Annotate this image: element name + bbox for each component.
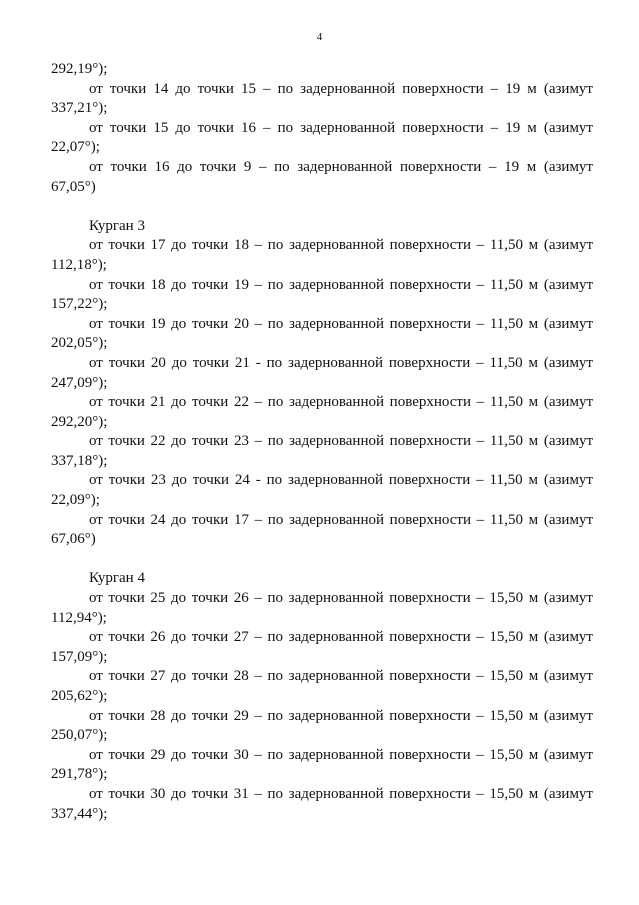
segment-azimuth: 205,62°);	[51, 688, 108, 704]
segment-continuation-line: 292,19°);	[51, 61, 108, 77]
segment-item	[51, 393, 593, 432]
page-number: 4	[316, 31, 323, 43]
segment-item	[51, 276, 593, 315]
segment-item	[51, 158, 593, 197]
segment-azimuth: 337,18°);	[51, 452, 108, 469]
segment-line: от точки 17 до точки 18 – по задернованной поверхности – 11,50 м (азимут	[89, 237, 593, 254]
segment-line: от точки 15 до точки 16 – по задернованной поверхности – 19 м (азимут	[89, 119, 593, 136]
document-body	[51, 60, 593, 824]
segment-item	[51, 432, 593, 471]
segment-block	[51, 60, 593, 197]
segment-line: от точки 23 до точки 24 - по задернованной поверхности – 11,50 м (азимут	[89, 472, 593, 489]
segment-azimuth: 292,20°);	[51, 413, 108, 430]
segment-line: от точки 16 до точки 9 – по задернованной поверхности – 19 м (азимут	[89, 158, 593, 175]
section-heading: Курган 3	[89, 217, 145, 234]
segment-azimuth: 291,78°);	[51, 766, 108, 783]
segment-item	[51, 628, 593, 667]
segment-item	[51, 354, 593, 393]
kurgan-section	[51, 217, 593, 550]
segment-item	[51, 315, 593, 354]
segment-item	[51, 236, 593, 275]
segment-item	[51, 746, 593, 785]
segment-azimuth: 112,94°);	[51, 609, 107, 626]
segment-azimuth: 337,44°);	[51, 805, 108, 822]
segment-line: от точки 30 до точки 31 – по задернованной поверхности – 15,50 м (азимут	[89, 785, 593, 802]
segment-item	[51, 119, 593, 158]
segment-line: от точки 19 до точки 20 – по задернованной поверхности – 11,50 м (азимут	[89, 315, 593, 332]
segment-item	[51, 707, 593, 746]
segment-line: от точки 20 до точки 21 - по задернованной поверхности – 11,50 м (азимут	[89, 354, 593, 371]
segment-azimuth: 22,09°);	[51, 492, 100, 509]
segment-line: от точки 27 до точки 28 – по задернованной поверхности – 15,50 м (азимут	[89, 668, 593, 685]
segment-item	[51, 589, 593, 628]
segment-azimuth: 247,09°);	[51, 374, 108, 391]
segment-line: от точки 25 до точки 26 – по задернованной поверхности – 15,50 м (азимут	[89, 590, 593, 607]
segment-item	[51, 667, 593, 706]
segment-azimuth: 337,21°);	[51, 100, 108, 117]
segment-item	[51, 785, 593, 824]
segment-azimuth: 157,22°);	[51, 296, 108, 313]
segment-line: от точки 18 до точки 19 – по задернованной поверхности – 11,50 м (азимут	[89, 276, 593, 293]
segment-line: от точки 22 до точки 23 – по задернованной поверхности – 11,50 м (азимут	[89, 433, 593, 450]
section-heading: Курган 4	[89, 570, 145, 587]
segment-item	[51, 80, 593, 119]
kurgan-section	[51, 569, 593, 824]
segment-line: от точки 29 до точки 30 – по задернованной поверхности – 15,50 м (азимут	[89, 746, 593, 763]
segment-line: от точки 14 до точки 15 – по задернованной поверхности – 19 м (азимут	[89, 80, 593, 97]
segment-line: от точки 24 до точки 17 – по задернованной поверхности – 11,50 м (азимут	[89, 511, 593, 528]
segment-azimuth: 67,05°)	[51, 178, 96, 195]
segment-line: от точки 28 до точки 29 – по задернованной поверхности – 15,50 м (азимут	[89, 707, 593, 724]
spacer	[51, 550, 593, 570]
segment-item	[51, 471, 593, 510]
spacer	[51, 197, 593, 217]
segment-azimuth: 67,06°)	[51, 531, 96, 548]
segment-azimuth: 112,18°);	[51, 256, 107, 273]
segment-line: от точки 26 до точки 27 – по задернованной поверхности – 15,50 м (азимут	[89, 629, 593, 646]
segment-line: от точки 21 до точки 22 – по задернованной поверхности – 11,50 м (азимут	[89, 394, 593, 411]
segment-azimuth: 157,09°);	[51, 648, 108, 665]
segment-azimuth: 202,05°);	[51, 335, 108, 352]
segment-azimuth: 250,07°);	[51, 727, 108, 744]
segment-azimuth: 22,07°);	[51, 139, 100, 156]
segment-item	[51, 511, 593, 550]
